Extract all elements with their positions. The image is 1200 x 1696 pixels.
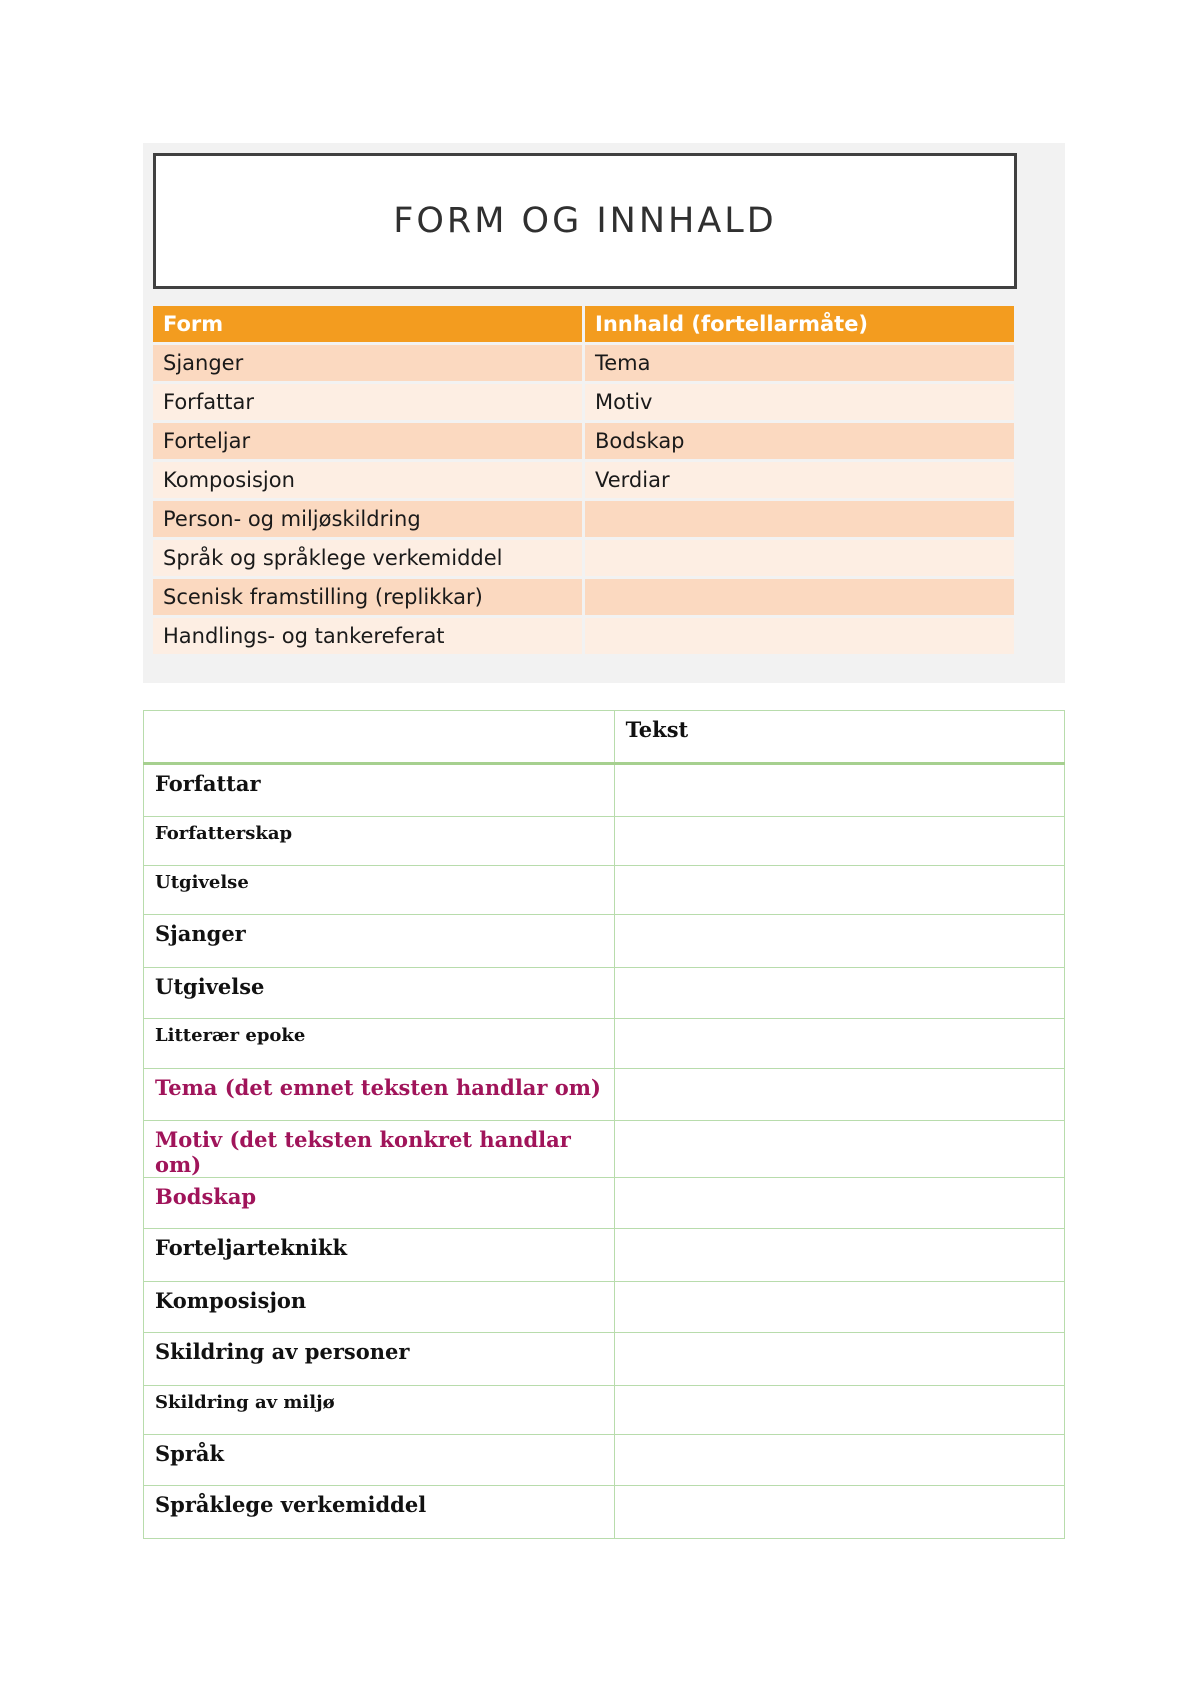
row-label: Skildring av personer [144, 1333, 615, 1386]
answer-cell[interactable] [614, 968, 1064, 1019]
table-row [144, 1069, 1065, 1121]
table-row [153, 501, 1017, 540]
answer-cell[interactable] [614, 764, 1064, 817]
slide-title: FORM OG INNHALD [393, 201, 777, 241]
table-row [144, 968, 1065, 1019]
row-label: Tema (det emnet teksten handlar om) [144, 1069, 615, 1121]
table-row [153, 540, 1017, 579]
analysis-table [143, 710, 1065, 1539]
row-label: Forfatterskap [144, 817, 615, 866]
table-header-row [153, 306, 1017, 345]
row-label: Motiv (det teksten konkret handlar om) [144, 1121, 615, 1178]
innhald-cell [585, 501, 1017, 540]
innhald-cell [585, 540, 1017, 579]
table-row [144, 1178, 1065, 1229]
row-label: Sjanger [144, 915, 615, 968]
answer-cell[interactable] [614, 1333, 1064, 1386]
table-row [144, 915, 1065, 968]
table-row [144, 1333, 1065, 1386]
table-row [144, 1229, 1065, 1282]
header-empty-cell [144, 711, 615, 764]
table-row [153, 462, 1017, 501]
table-row [144, 1282, 1065, 1333]
form-og-innhald-slide [143, 143, 1065, 683]
table-row [144, 1486, 1065, 1539]
table-row [153, 345, 1017, 384]
form-cell: Språk og språklege verkemiddel [153, 540, 585, 579]
innhald-cell [585, 618, 1017, 657]
form-cell: Scenisk framstilling (replikkar) [153, 579, 585, 618]
innhald-cell: Tema [585, 345, 1017, 384]
table-row [144, 1386, 1065, 1435]
row-label: Forfattar [144, 764, 615, 817]
answer-cell[interactable] [614, 866, 1064, 915]
answer-cell[interactable] [614, 1069, 1064, 1121]
answer-cell[interactable] [614, 1282, 1064, 1333]
table-row [144, 1019, 1065, 1069]
row-label: Komposisjon [144, 1282, 615, 1333]
table-row [153, 384, 1017, 423]
answer-cell[interactable] [614, 1486, 1064, 1539]
answer-cell[interactable] [614, 1435, 1064, 1486]
answer-cell[interactable] [614, 915, 1064, 968]
form-innhald-table [153, 306, 1017, 657]
header-form: Form [153, 306, 585, 345]
form-cell: Person- og miljøskildring [153, 501, 585, 540]
form-cell: Handlings- og tankereferat [153, 618, 585, 657]
table-row [144, 866, 1065, 915]
header-innhald: Innhald (fortellarmåte) [585, 306, 1017, 345]
table-row [144, 1435, 1065, 1486]
answer-cell[interactable] [614, 1178, 1064, 1229]
answer-cell[interactable] [614, 1229, 1064, 1282]
row-label: Skildring av miljø [144, 1386, 615, 1435]
answer-cell[interactable] [614, 1121, 1064, 1178]
innhald-cell [585, 579, 1017, 618]
row-label: Språklege verkemiddel [144, 1486, 615, 1539]
slide-title-box [153, 153, 1017, 289]
answer-cell[interactable] [614, 1386, 1064, 1435]
answer-cell[interactable] [614, 1019, 1064, 1069]
answer-cell[interactable] [614, 817, 1064, 866]
table-row [144, 817, 1065, 866]
row-label: Språk [144, 1435, 615, 1486]
form-cell: Forteljar [153, 423, 585, 462]
form-cell: Sjanger [153, 345, 585, 384]
table-row [153, 423, 1017, 462]
row-label: Forteljarteknikk [144, 1229, 615, 1282]
innhald-cell: Motiv [585, 384, 1017, 423]
row-label: Utgivelse [144, 968, 615, 1019]
row-label: Utgivelse [144, 866, 615, 915]
analysis-header-row [144, 711, 1065, 764]
row-label: Litterær epoke [144, 1019, 615, 1069]
innhald-cell: Bodskap [585, 423, 1017, 462]
table-row [144, 1121, 1065, 1178]
table-row [144, 764, 1065, 817]
form-cell: Komposisjon [153, 462, 585, 501]
table-row [153, 618, 1017, 657]
row-label: Bodskap [144, 1178, 615, 1229]
innhald-cell: Verdiar [585, 462, 1017, 501]
table-row [153, 579, 1017, 618]
header-tekst: Tekst [614, 711, 1064, 764]
form-cell: Forfattar [153, 384, 585, 423]
